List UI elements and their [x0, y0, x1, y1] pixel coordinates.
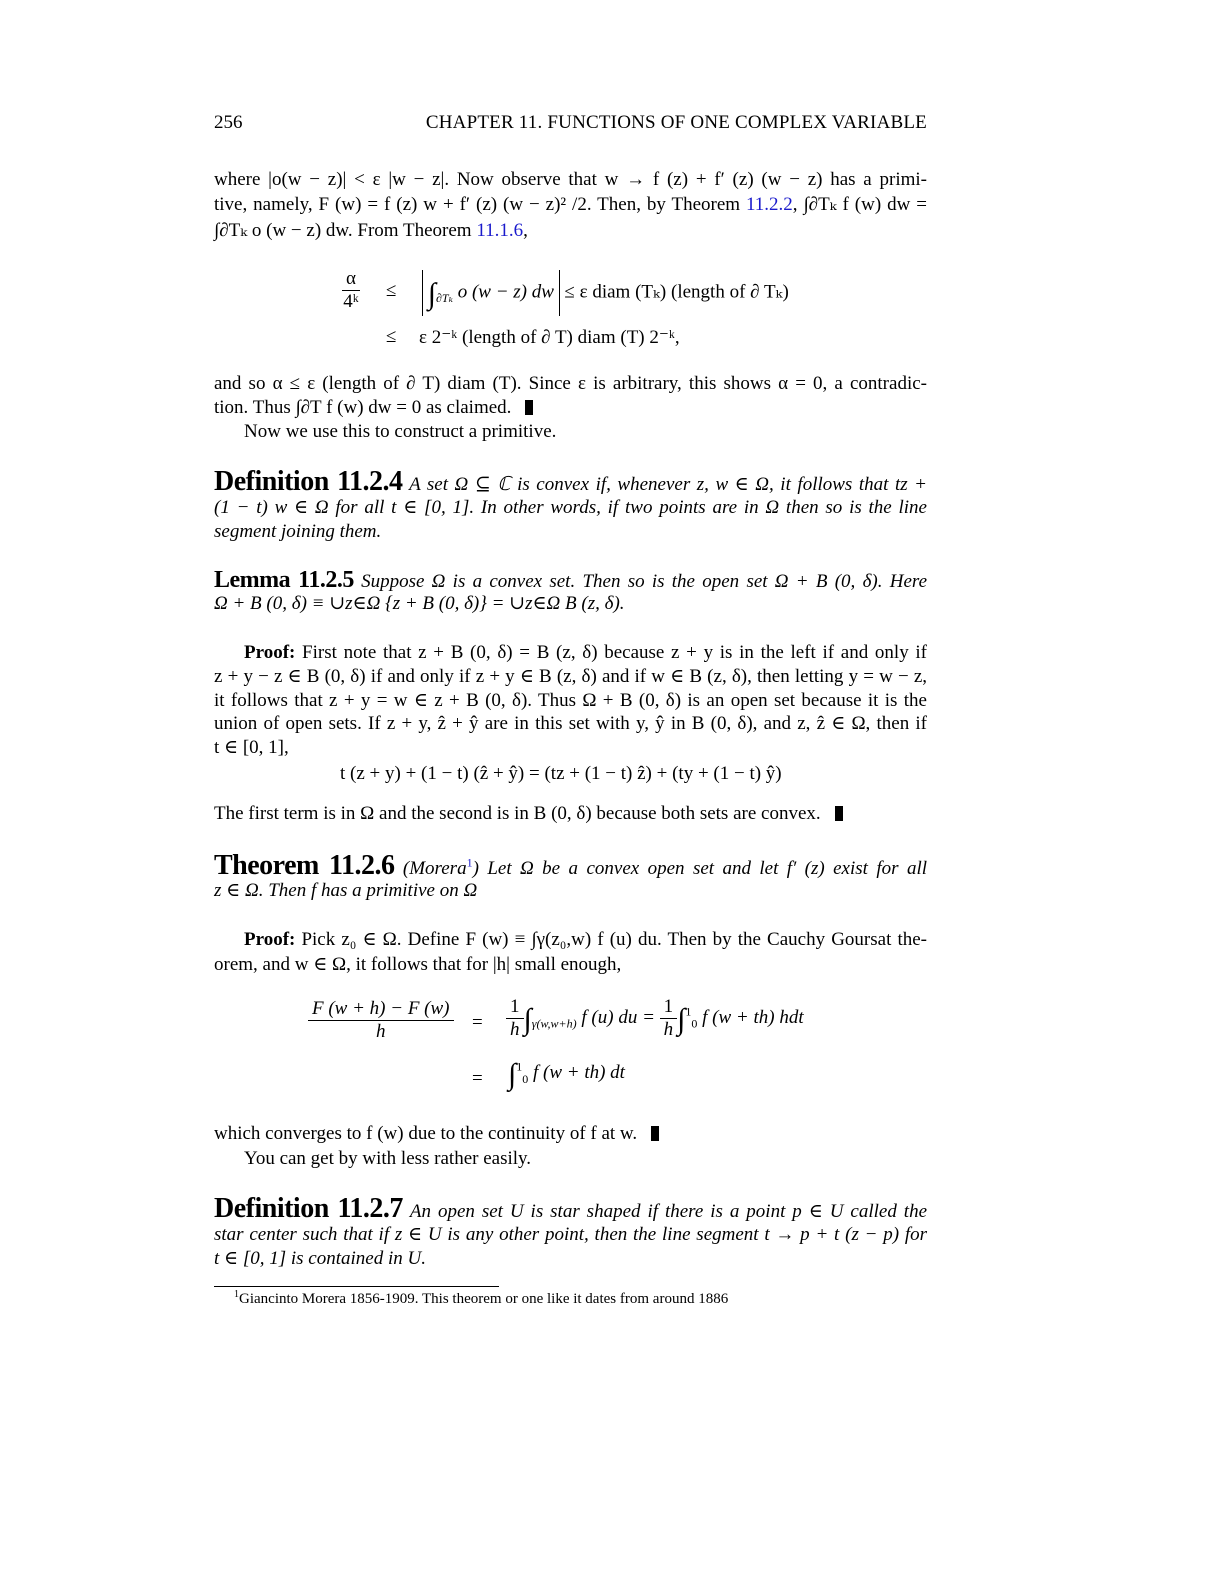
numerator: 1	[660, 996, 678, 1019]
lemma-11-2-5	[214, 568, 927, 594]
abs-bar	[422, 270, 423, 316]
definition-11-2-4	[214, 466, 927, 497]
paragraph-line: it follows that z + y = w ∈ z + B (0, δ). Thus Ω + B (0, δ) is an open set because it is the	[214, 690, 927, 711]
expression: f (w + th) hdt	[702, 1006, 804, 1028]
definition-11-2-7	[214, 1193, 928, 1224]
integral-upper: 1	[516, 1059, 523, 1074]
paragraph-line	[214, 193, 927, 217]
theorem-11-2-6	[214, 850, 928, 881]
paragraph-line: t ∈ [0, 1],	[214, 737, 289, 758]
difference-quotient	[308, 998, 454, 1043]
proof-label: Proof:	[244, 929, 296, 950]
proof-label: Proof:	[244, 642, 296, 663]
footnote	[234, 1291, 728, 1308]
fraction	[660, 996, 678, 1041]
footnote-text: Giancinto Morera 1856-1909. This theorem or one like it dates from around 1886	[239, 1291, 729, 1307]
relation: ≤	[386, 280, 397, 301]
integral-abs-expression	[422, 270, 789, 316]
relation: ≤	[386, 326, 397, 347]
text: tive, namely, F (w) = f (z) w + f′ (z) (w − z)² /2. Then, by Theorem	[214, 194, 746, 215]
expression: ≤ ε diam (Tₖ) (length of ∂ Tₖ)	[564, 281, 789, 303]
chapter-title: CHAPTER 11. FUNCTIONS OF ONE COMPLEX VARIABLE	[425, 112, 927, 133]
expression: f (u) du =	[581, 1006, 655, 1028]
attribution: (Morera	[402, 858, 467, 879]
footnote-rule	[214, 1286, 499, 1287]
text: Pick z₀ ∈ Ω. Define F (w) ≡ ∫γ(z₀,w) f (u) du. Then by the Cauchy Goursat the-	[295, 929, 927, 950]
fraction	[342, 268, 360, 313]
text: ,	[523, 220, 528, 241]
text: First note that z + B (0, δ) = B (z, δ) because z + y is in the left if and only if	[295, 642, 927, 663]
denominator: h	[376, 1021, 386, 1042]
denominator: 4ᵏ	[343, 291, 359, 312]
text: , ∫∂Tₖ f (w) dw =	[792, 194, 927, 215]
integral-sign: ∫	[523, 1002, 532, 1036]
numerator: 1	[506, 996, 524, 1019]
paragraph-line: star center such that if z ∈ U is any other point, then the line segment t → p + t (z − p) for	[214, 1224, 927, 1245]
integral-lower: 0	[522, 1071, 529, 1086]
integrand: o (w − z) dw	[457, 281, 554, 303]
display-equation-row2: ε 2⁻ᵏ (length of ∂ T) diam (T) 2⁻ᵏ,	[419, 327, 680, 348]
text: ∫∂Tₖ o (w − z) dw. From Theorem	[214, 220, 477, 241]
qed-symbol	[525, 400, 533, 415]
theorem-link-11-2-2[interactable]: 11.2.2	[746, 194, 793, 215]
definition-heading: Definition 11.2.7	[214, 1193, 403, 1224]
integral-subscript: ∂Tₖ	[435, 291, 453, 306]
display-equation-row1	[342, 268, 360, 313]
expression: f (w + th) dt	[532, 1062, 625, 1083]
paragraph-line	[214, 802, 927, 826]
paragraph-line: t ∈ [0, 1] is contained in U.	[214, 1248, 426, 1269]
paragraph-line: where |o(w − z)| < ε |w − z|. Now observe that w → f (z) + f′ (z) (w − z) has a primi-	[214, 169, 927, 190]
denominator: h	[510, 1019, 520, 1040]
paragraph-line: Ω + B (0, δ) ≡ ∪z∈Ω {z + B (0, δ)} = ∪z∈Ω B (z, δ).	[214, 593, 625, 614]
integral-lower: 0	[691, 1016, 698, 1031]
text: ) Let Ω be a convex open set and let f′ (z) exist for all	[472, 858, 928, 879]
paragraph-line	[214, 1122, 927, 1146]
paragraph-line: You can get by with less rather easily.	[244, 1148, 532, 1169]
text: Suppose Ω is a convex set. Then so is the open set Ω + B (0, δ). Here	[361, 571, 928, 592]
page-number: 256	[214, 112, 243, 133]
equals: =	[472, 1068, 483, 1089]
paragraph-line: union of open sets. If z + y, ẑ + ŷ are in this set with y, ŷ in B (0, δ), and z, ẑ ∈ Ω, then if	[214, 713, 927, 734]
text: tion. Thus ∫∂T f (w) dw = 0 as claimed.	[214, 397, 512, 418]
theorem-heading: Theorem 11.2.6	[214, 850, 395, 881]
paragraph-line	[214, 219, 927, 243]
numerator: α	[342, 268, 360, 291]
numerator: F (w + h) − F (w)	[308, 998, 454, 1021]
theorem-link-11-1-6[interactable]: 11.1.6	[476, 220, 524, 241]
paragraph-line: orem, and w ∈ Ω, it follows that for |h| small enough,	[214, 954, 622, 975]
text: A set Ω ⊆ ℂ is convex if, whenever z, w ∈ Ω, it follows that tz +	[409, 474, 927, 495]
paragraph-line	[214, 641, 927, 665]
integral-sign: ∫	[677, 1002, 686, 1036]
abs-bar	[559, 270, 560, 316]
qed-symbol	[835, 806, 843, 821]
integral-sign: ∫	[427, 277, 436, 311]
paragraph-line: z + y − z ∈ B (0, δ) if and only if z + y ∈ B (z, δ) and if w ∈ B (z, δ), then letting y = w − z,	[214, 666, 927, 687]
paragraph-line: segment joining them.	[214, 521, 382, 542]
lemma-heading: Lemma 11.2.5	[214, 567, 354, 593]
text: The first term is in Ω and the second is in B (0, δ) because both sets are convex.	[214, 803, 821, 824]
footnote-mark: 1	[234, 1289, 239, 1300]
integral-subscript: γ(w,w+h)	[531, 1016, 577, 1031]
display-equation: t (z + y) + (1 − t) (ẑ + ŷ) = (tz + (1 − t) ẑ) + (ty + (1 − t) ŷ)	[340, 763, 782, 784]
display-row2	[508, 1058, 625, 1092]
paragraph-line	[214, 928, 927, 952]
fraction	[506, 996, 524, 1041]
paragraph-line: Now we use this to construct a primitive.	[244, 421, 557, 442]
definition-heading: Definition 11.2.4	[214, 466, 403, 497]
denominator: h	[663, 1019, 674, 1040]
paragraph-line	[214, 396, 927, 420]
footnote-mark-link[interactable]: 1	[466, 855, 473, 870]
paragraph-line: z ∈ Ω. Then f has a primitive on Ω	[214, 880, 478, 901]
display-row1	[506, 996, 804, 1041]
paragraph-line: and so α ≤ ε (length of ∂ T) diam (T). Since ε is arbitrary, this shows α = 0, a contradic-	[214, 373, 927, 394]
paragraph-line: (1 − t) w ∈ Ω for all t ∈ [0, 1]. In other words, if two points are in Ω then so is the line	[214, 497, 927, 518]
text: An open set U is star shaped if there is a point p ∈ U called the	[409, 1201, 928, 1222]
text: which converges to f (w) due to the continuity of f at w.	[214, 1123, 638, 1144]
qed-symbol	[651, 1126, 659, 1141]
fraction	[308, 998, 454, 1043]
integral-upper: 1	[685, 1004, 692, 1019]
integral-sign: ∫	[508, 1058, 517, 1091]
equals: =	[472, 1012, 483, 1033]
